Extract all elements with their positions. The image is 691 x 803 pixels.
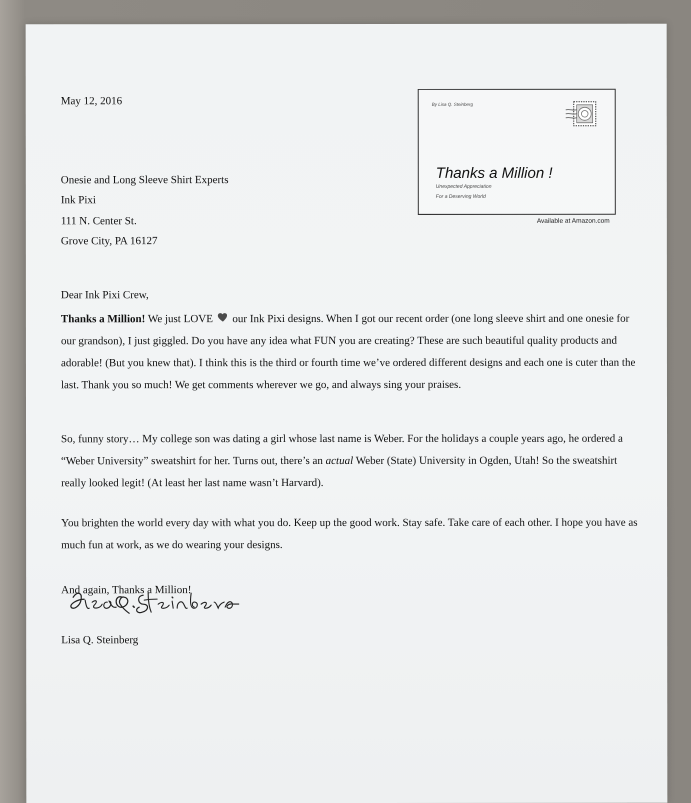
paragraph-2-italic: actual: [325, 454, 354, 468]
salutation: Dear Ink Pixi Crew,: [60, 289, 149, 302]
recipient-line-1: Onesie and Long Sleeve Shirt Experts: [60, 174, 229, 187]
book-cover-postcard: [418, 89, 616, 215]
postcard-subtitle-2: For a Deserving World: [435, 193, 486, 200]
paragraph-3: You brighten the world every day with what you do. Keep up the good work. Stay safe. Take care of each other. I hope you have as much fun at work, as we do wearing your designs.: [61, 516, 638, 552]
postcard-subtitle-1: Unexpected Appreciation: [435, 183, 492, 190]
paragraph-2-after-italic: Weber (State) University in Ogden, Utah! So the sweatshirt really looked legit! (At least her last name wasn’t Harvard).: [61, 454, 618, 490]
heart-icon: [217, 311, 229, 323]
recipient-line-2: Ink Pixi: [60, 194, 96, 207]
postcard-title: Thanks a Million !: [435, 164, 553, 182]
recipient-line-3: 111 N. Center St.: [60, 215, 137, 228]
letter-date: May 12, 2016: [60, 95, 123, 108]
paragraph-1: [61, 308, 641, 397]
paragraph-1-before-heart: We just LOVE: [145, 313, 216, 326]
printed-name: Lisa Q. Steinberg: [61, 634, 139, 647]
handwritten-signature: [69, 589, 239, 617]
postcard-author: By Lisa Q. Steinberg: [431, 101, 474, 107]
paragraph-1-bold-lead: Thanks a Million!: [60, 313, 146, 326]
signature-area: [65, 575, 315, 635]
closing: And again, Thanks a Million!: [61, 584, 192, 597]
postage-stamp-icon: [565, 100, 603, 130]
paragraph-1-after-heart: our Ink Pixi designs. When I got our recent order (one long sleeve shirt and one onesie for our grandson), I just giggled. Do you have any idea what FUN you are creating? These are such beautiful quality products and adorable! (But you knew that). I think this is the third or fourth time we’ve ordered different designs and each one is cuter than the last. Thank you so much! We get comments wherever we go, and always sing your praises.: [60, 312, 636, 392]
letter-page: [26, 24, 668, 803]
recipient-line-4: Grove City, PA 16127: [60, 235, 158, 248]
paragraph-2: [61, 428, 641, 495]
amazon-availability: Available at Amazon.com: [536, 217, 610, 225]
paragraph-2-before-italic: So, funny story… My college son was dating a girl whose last name is Weber. For the holidays a couple years ago, he ordered a “Weber University” sweatshirt for her. Turns out, there’s an: [61, 432, 623, 468]
